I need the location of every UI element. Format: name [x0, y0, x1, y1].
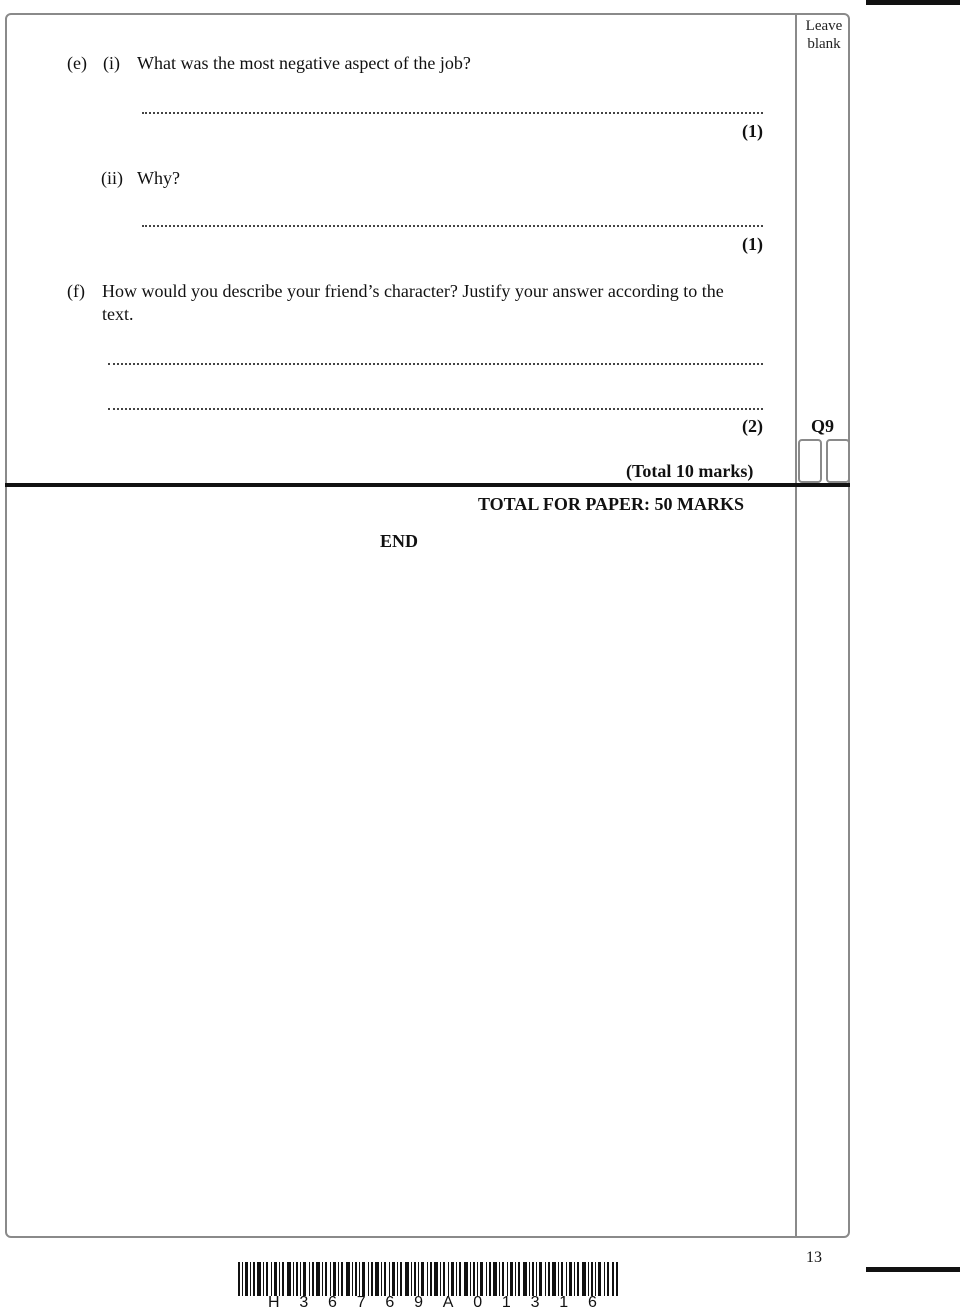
mark-box-left[interactable]: [798, 439, 822, 483]
answer-line-e-ii[interactable]: [142, 225, 763, 227]
barcode-char: 6: [587, 1294, 598, 1311]
bottom-corner-bar: [866, 1267, 960, 1272]
question-e-i-text: What was the most negative aspect of the job?: [137, 53, 471, 73]
barcode-char: 3: [299, 1294, 310, 1311]
question-e-ii-text: Why?: [137, 168, 180, 188]
barcode-icon: [238, 1262, 618, 1296]
barcode-char: 9: [414, 1294, 424, 1311]
barcode-char: 7: [356, 1294, 367, 1311]
barcode-char: 1: [501, 1294, 512, 1311]
total-for-paper: TOTAL FOR PAPER: 50 MARKS: [478, 494, 745, 514]
leave-blank-text: Leave blank: [805, 18, 843, 52]
barcode-char: 6: [328, 1294, 338, 1311]
question-f-letter: (f): [67, 281, 85, 301]
barcode-text: [268, 1294, 598, 1312]
barcode-char: 1: [559, 1294, 570, 1311]
answer-line-f-2[interactable]: [108, 408, 763, 410]
barcode-char: A: [442, 1294, 455, 1311]
question-f-text-line1: How would you describe your friend’s character? Justify your answer according to the: [102, 281, 724, 301]
end-label: END: [380, 531, 419, 551]
marks-f: (2): [742, 416, 763, 436]
barcode-char: 6: [385, 1294, 396, 1311]
leave-blank-column-divider: [795, 13, 797, 1238]
page-number: 13: [806, 1249, 822, 1266]
barcode-char: 3: [530, 1294, 541, 1311]
question-e-letter: (e): [67, 53, 87, 73]
marks-e-i: (1): [742, 121, 763, 141]
answer-line-f-1[interactable]: [108, 363, 763, 365]
barcode-char: H: [268, 1294, 281, 1311]
question-e-ii-number: (ii): [101, 168, 123, 188]
marks-e-ii: (1): [742, 234, 763, 254]
answer-line-e-i[interactable]: [142, 112, 763, 114]
question-label: Q9: [811, 416, 835, 436]
question-e-i-number: (i): [103, 53, 120, 73]
question-f-text-line2: text.: [102, 304, 134, 324]
total-rule: [5, 483, 850, 487]
barcode-char: 0: [473, 1294, 484, 1311]
leave-blank-label: [798, 17, 850, 53]
page-frame: [5, 13, 850, 1238]
mark-box-right[interactable]: [826, 439, 850, 483]
top-corner-bar: [866, 0, 960, 5]
total-marks: (Total 10 marks): [626, 461, 754, 481]
